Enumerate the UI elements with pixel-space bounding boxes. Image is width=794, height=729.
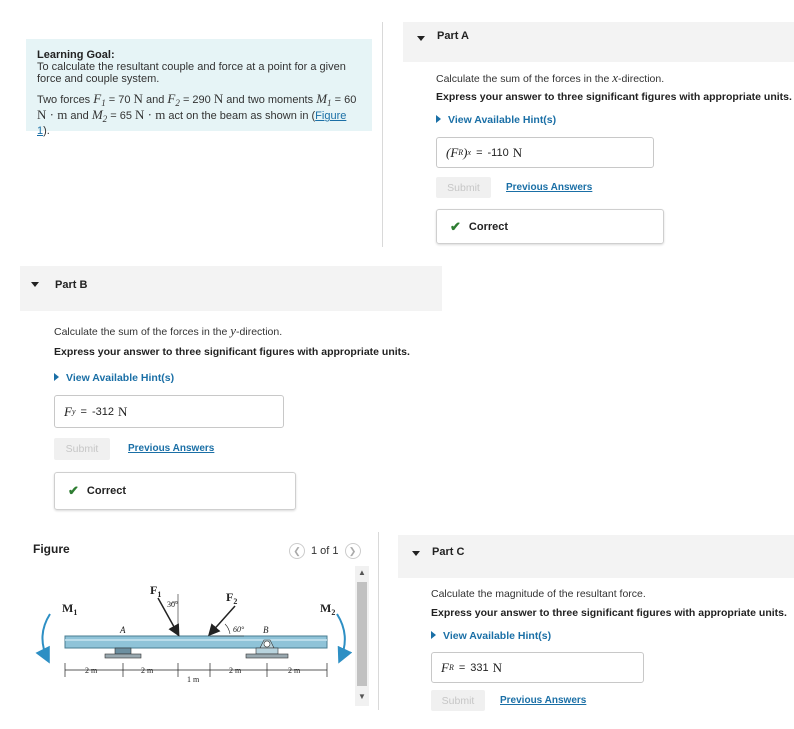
label-m2: $M_2$ (320, 601, 336, 617)
part-b-instruction: Express your answer to three significant figures with appropriate units. (54, 346, 410, 358)
part-b-submit-button[interactable]: Submit (54, 438, 110, 460)
label-point-b: B (263, 625, 269, 635)
part-b-correct-box: ✔ Correct (54, 472, 296, 510)
part-c-label: Part C (432, 546, 465, 558)
part-b-question: Calculate the sum of the forces in the y-direction. (54, 323, 283, 338)
problem-statement: Two forces $F_1 = 70$ N and $F_2 = 290$ N and two moments $M_1 = 60$ N · m and $M_2 = 65$ N · m act on the beam as shown in (Figure 1). (37, 91, 357, 138)
part-b-label: Part B (55, 279, 88, 291)
part-b-hint-link[interactable]: View Available Hint(s) (54, 372, 174, 384)
prev-figure-button[interactable]: ❮ (289, 543, 305, 559)
force-f2-arrow (210, 606, 235, 634)
collapse-caret-icon (412, 551, 420, 556)
part-a-question: Calculate the sum of the forces in the x-direction. (436, 70, 665, 85)
part-c-question: Calculate the magnitude of the resultant force. (431, 588, 646, 600)
next-figure-button[interactable]: ❯ (345, 543, 361, 559)
label-point-a: A (120, 625, 126, 635)
part-a-label: Part A (437, 30, 469, 42)
checkmark-icon: ✔ (68, 483, 79, 498)
figure-page-count: 1 of 1 (311, 545, 339, 557)
part-c-header[interactable] (398, 535, 794, 578)
checkmark-icon: ✔ (450, 218, 461, 234)
part-a-instruction: Express your answer to three significant figures with appropriate units. (436, 91, 792, 103)
figure-link[interactable]: Figure 1 (37, 110, 347, 138)
part-a-correct-box: ✔ Correct (436, 209, 664, 244)
part-a-answer-field[interactable]: (F R ) x = -110 N (436, 137, 654, 168)
dim-label-2: 2 m (141, 666, 154, 675)
part-b-previous-answers-link[interactable]: Previous Answers (128, 443, 215, 454)
scroll-up-icon[interactable]: ▲ (358, 568, 366, 577)
learning-goal-title: Learning Goal: (37, 49, 115, 61)
part-b-answer-field[interactable]: F y = -312 N (54, 395, 284, 428)
part-a-submit-button[interactable]: Submit (436, 177, 491, 198)
part-a-header[interactable] (403, 22, 794, 62)
part-b-header[interactable] (20, 266, 442, 311)
learning-goal-text: To calculate the resultant couple and force at a point for a given force and couple system. (37, 61, 346, 85)
part-b-answer-value: -312 (91, 405, 114, 418)
label-f1: $F_1$ (150, 583, 162, 599)
part-c-hint-link[interactable]: View Available Hint(s) (431, 630, 551, 642)
expand-triangle-icon (431, 631, 436, 639)
scroll-down-icon[interactable]: ▼ (358, 692, 366, 701)
collapse-caret-icon (31, 282, 39, 287)
part-c-instruction: Express your answer to three significant figures with appropriate units. (431, 607, 787, 619)
part-c-answer-field[interactable]: F R = 331 N (431, 652, 644, 683)
support-a (105, 648, 141, 658)
part-c-previous-answers-link[interactable]: Previous Answers (500, 695, 587, 706)
dim-label-3: 1 m (187, 675, 200, 684)
beam-figure (30, 574, 352, 694)
column-divider-bottom (378, 532, 379, 710)
dim-label-4: 2 m (229, 666, 242, 675)
moment-m2-arrow (337, 614, 345, 660)
moment-m1-arrow (42, 614, 50, 660)
scrollbar-thumb[interactable] (357, 582, 367, 686)
part-a-hint-link[interactable]: View Available Hint(s) (436, 114, 556, 126)
part-c-submit-button[interactable]: Submit (431, 690, 485, 711)
label-m1: $M_1$ (62, 601, 78, 617)
label-angle-60: 60° (233, 625, 245, 634)
column-divider-top (382, 22, 383, 247)
figure-scrollbar[interactable] (355, 566, 369, 706)
label-angle-30: 30° (167, 600, 179, 609)
learning-goal-box (26, 39, 372, 138)
collapse-caret-icon (417, 36, 425, 41)
part-a-answer-value: -110 (487, 146, 509, 159)
figure-title: Figure (33, 542, 70, 556)
beam (65, 636, 327, 648)
expand-triangle-icon (436, 115, 441, 123)
part-a-previous-answers-link[interactable]: Previous Answers (506, 182, 593, 193)
dim-label-1: 2 m (85, 666, 98, 675)
part-c-answer-value: 331 (470, 661, 489, 674)
expand-triangle-icon (54, 373, 59, 381)
label-f2: $F_2$ (226, 590, 238, 606)
dim-label-5: 2 m (288, 666, 301, 675)
figure-pager (289, 543, 361, 559)
